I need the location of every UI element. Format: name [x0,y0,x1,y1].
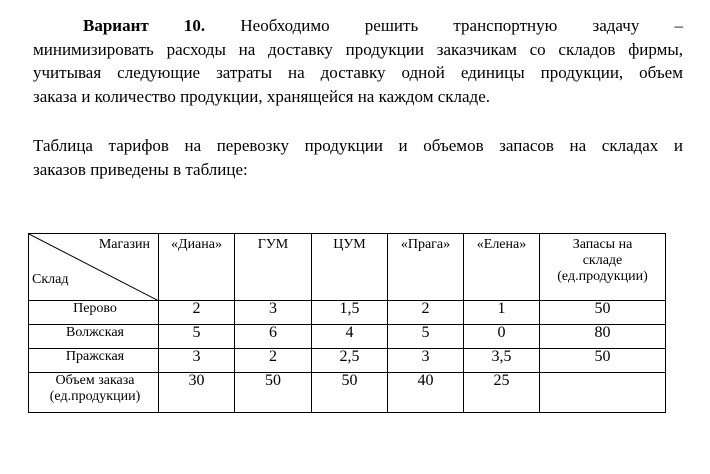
task-line-2: минимизировать расходы на доставку продукции заказчикам со складов фирмы, [33,39,683,59]
corner-cell [29,234,159,301]
warehouse-name: Пражская [29,349,159,373]
cost-cell: 1,5 [312,301,388,325]
cost-cell: 4 [312,325,388,349]
task-line-1: Вариант 10. Необходимо решить транспортную задачу – [83,16,684,35]
corner-label-warehouse: Склад [32,272,69,287]
stock-cell: 80 [540,325,666,349]
warehouse-name: Перово [29,301,159,325]
cost-cell: 2 [159,301,235,325]
warehouse-name: Волжская [29,325,159,349]
tariff-table [28,233,666,413]
cost-cell: 3,5 [464,349,540,373]
task-description [33,14,683,108]
variant-label: Вариант 10. [83,16,206,35]
table-intro-line-1: Таблица тарифов на перевозку продукции и объемов запасов на складах и [33,136,683,155]
stock-cell: 50 [540,349,666,373]
order-cell: 40 [388,373,464,413]
column-header: «Елена» [464,234,540,301]
cost-cell: 3 [388,349,464,373]
cost-cell: 2 [235,349,312,373]
order-cell: 30 [159,373,235,413]
cost-cell: 6 [235,325,312,349]
cost-cell: 2 [388,301,464,325]
cost-cell: 1 [464,301,540,325]
stock-header: Запасы на складе (ед.продукции) [540,234,666,301]
table-row [29,301,666,325]
empty-cell [540,373,666,413]
cost-cell: 3 [235,301,312,325]
cost-cell: 2,5 [312,349,388,373]
table-intro [33,134,683,181]
task-line-3: учитывая следующие затраты на доставку одной единицы продукции, объем [33,63,683,82]
column-header: «Диана» [159,234,235,301]
cost-cell: 0 [464,325,540,349]
header-row [29,234,666,301]
cost-cell: 5 [388,325,464,349]
order-cell: 50 [235,373,312,413]
table-row [29,349,666,373]
cost-cell: 5 [159,325,235,349]
cost-cell: 3 [159,349,235,373]
order-cell: 25 [464,373,540,413]
column-header: ГУМ [235,234,312,301]
table-intro-line-2: заказов приведены в таблице: [33,159,248,179]
stock-cell: 50 [540,301,666,325]
task-line-4: заказа и количество продукции, хранящейся на каждом складе. [33,86,490,106]
column-header: «Прага» [388,234,464,301]
order-volume-label: Объем заказа (ед.продукции) [29,373,159,413]
table-row [29,325,666,349]
order-row [29,373,666,413]
column-header: ЦУМ [312,234,388,301]
order-cell: 50 [312,373,388,413]
corner-label-shop: Магазин [98,237,150,252]
